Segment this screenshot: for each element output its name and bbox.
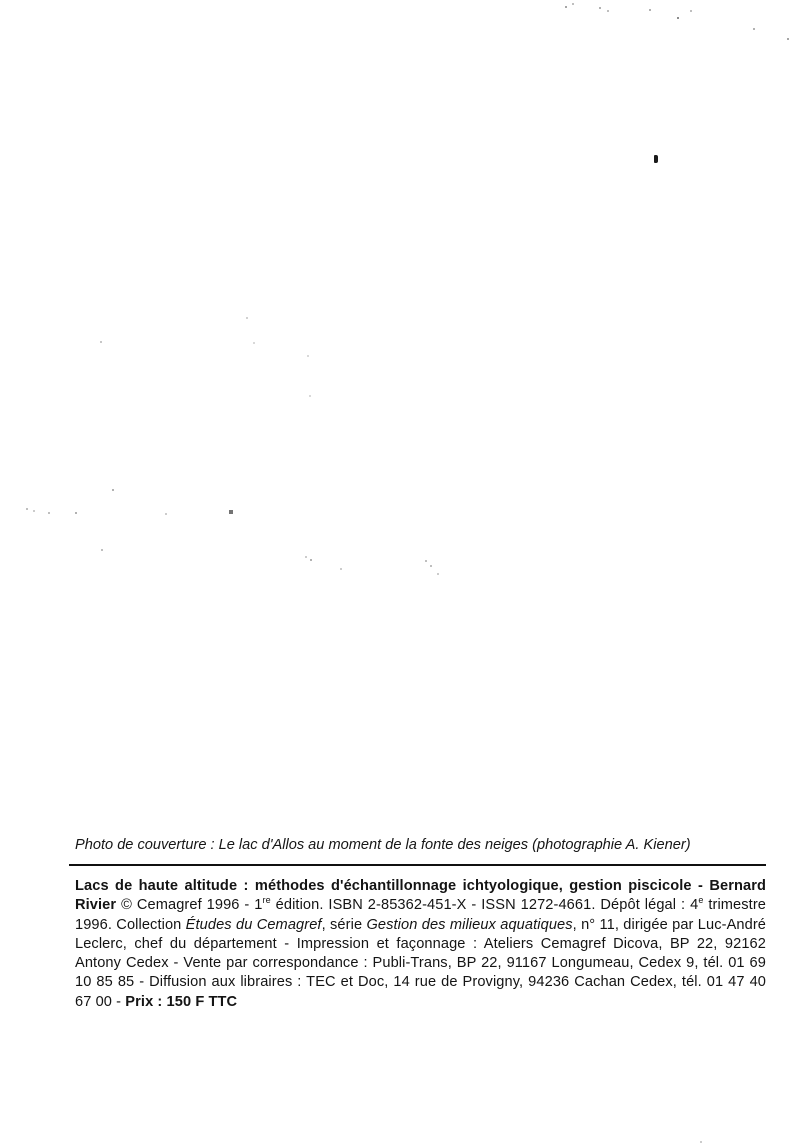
colophon-trimestre-segment: trimestre 1996. Collection [75, 897, 766, 933]
collection-name-italic: Études du Cemagref [185, 916, 322, 933]
colophon-title-author: Lacs de haute altitude : méthodes d'échantillonnage ichtyologique, gestion piscicole - Bernard Rivier [75, 878, 766, 914]
colophon-edition-segment: édition. ISBN 2-85362-451-X - ISSN 1272-4661. Dépôt légal : 4 [270, 897, 699, 914]
separator-rule [69, 864, 766, 866]
colophon-serie-segment: , série [321, 916, 367, 933]
colophon-paragraph [75, 877, 766, 1012]
colophon-copyright-segment: © Cemagref 1996 - 1 [116, 897, 263, 914]
scan-noise-specks [0, 0, 2, 2]
price-bold: Prix : 150 F TTC [125, 993, 238, 1010]
cover-photo-caption: Photo de couverture : Le lac d'Allos au moment de la fonte des neiges (photographie A. Kiener) [75, 837, 691, 853]
serie-name-italic: Gestion des milieux aquatiques [366, 916, 573, 933]
superscript-re: re [262, 895, 271, 906]
colophon-details-segment: , n° 11, dirigée par Luc-André Leclerc, chef du département - Impression et façonnage : Ateliers Cemagref Dicova, BP 22, 92162 Antony Cedex - Vente par correspondance : Publi-Trans, BP 22, 91167 Longumeau, Cedex 9, tél. 01 69 10 85 85 - Diffusion aux libraires : TEC et Doc, 14 rue de Provigny, 94236 Cachan Cedex, tél. 01 47 40 67 00 - [75, 916, 767, 1010]
scan-artifact-mark [654, 155, 658, 163]
superscript-e: e [698, 895, 704, 906]
